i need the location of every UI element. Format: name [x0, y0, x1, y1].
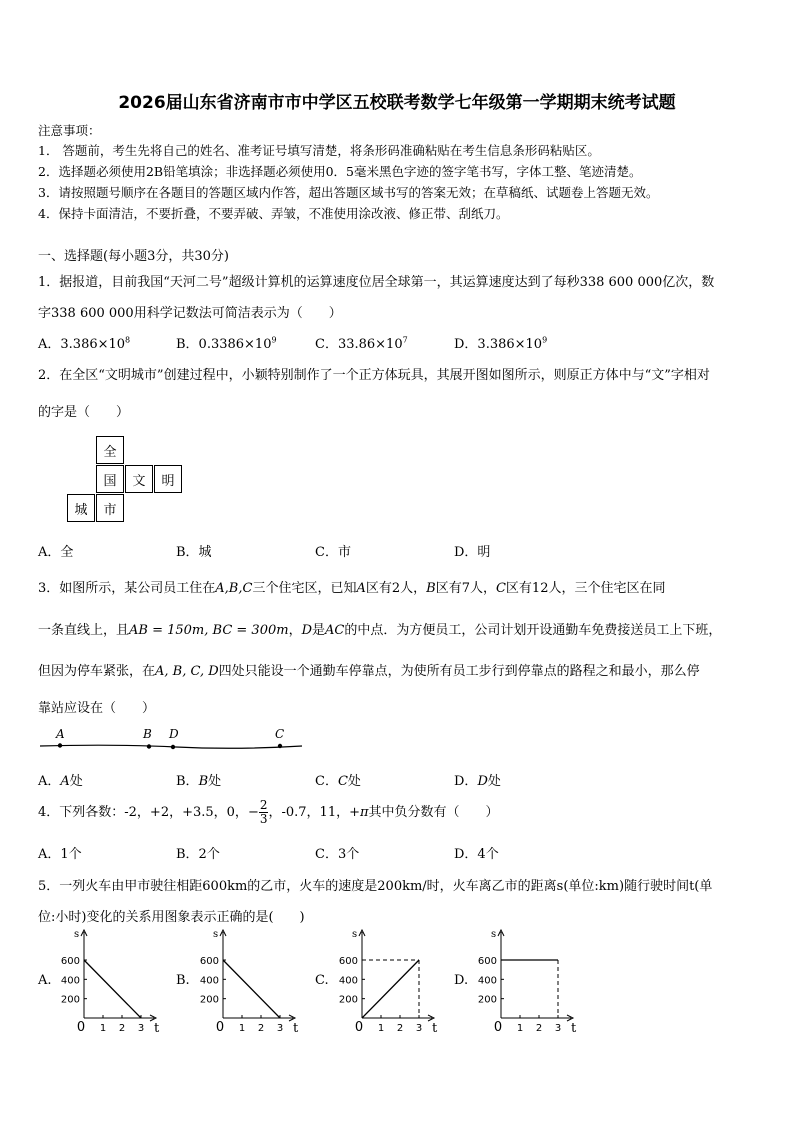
q5-text: 5．一列火车由甲市驶往相距600km的乙市，火车的速度是200km/时，火车离乙市的距离s(单位:km)随行驶时间t(单: [38, 879, 713, 894]
y-tick-label: 400: [199, 975, 219, 987]
q4-option-c: C．3个: [315, 847, 360, 862]
series-line: [362, 960, 419, 1018]
y-tick-label: 600: [199, 956, 219, 967]
q4-option-a: A．1个: [38, 847, 82, 862]
x-tick-label: 1: [99, 1023, 107, 1034]
y-tick-label: 200: [199, 994, 219, 1006]
cube-face: 文: [125, 465, 153, 493]
q5-text: 位:小时)变化的关系用图象表示正确的是( ): [38, 910, 305, 925]
q1-option-c: C．$33.86\times 10^7$: [315, 335, 408, 352]
notice-item: 1． 答题前，考生先将自己的姓名、准考证号填写清楚，将条形码准确粘贴在考生信息条形码粘贴区。: [38, 143, 600, 158]
y-axis-label: s: [352, 929, 358, 940]
x-tick-label: 3: [276, 1023, 284, 1034]
q4-option-d: D．4个: [454, 847, 499, 862]
q4-option-b: B．2个: [176, 847, 220, 862]
q3-text: 一条直线上，且AB = 150m, BC = 300m，D是AC的中点．为方便员工，公司计划开设通勤车免费接送员工上下班，: [38, 623, 722, 638]
x-tick-label: 1: [238, 1023, 246, 1034]
y-axis-label: s: [213, 929, 219, 940]
x-tick-label: 0: [215, 1020, 225, 1035]
cube-face: 明: [154, 465, 182, 493]
q3-text: 但因为停车紧张，在A, B, C, D四处只能设一个通勤车停靠点，为使所有员工步行到停靠点的路程之和最小，那么停: [38, 664, 700, 679]
point-label: C: [275, 727, 285, 741]
y-tick-label: 200: [338, 994, 358, 1006]
notice-item: 2．选择题必须使用2B铅笔填涂；非选择题必须使用0．5毫米黑色字迹的签字笔书写，字体工整、笔迹清楚。: [38, 164, 642, 179]
y-tick-label: 400: [477, 975, 497, 987]
y-tick-label: 200: [60, 994, 80, 1006]
cube-face: 全: [96, 436, 124, 464]
notice-item: 3．请按照题号顺序在各题目的答题区域内作答，超出答题区域书写的答案无效；在草稿纸、试题卷上答题无效。: [38, 185, 659, 200]
x-tick-label: 2: [535, 1023, 543, 1034]
y-axis-label: s: [491, 929, 497, 940]
x-tick-label: 0: [76, 1020, 86, 1035]
q3-option-c: C．C处: [315, 774, 361, 789]
x-axis-label: t: [432, 1021, 438, 1036]
point-d: [171, 745, 175, 749]
cube-net-figure: [66, 436, 186, 526]
q1-option-d: D．$3.386\times 10^9$: [454, 335, 548, 352]
q3-option-d: D．D处: [454, 774, 501, 789]
q2-text: 2．在全区“文明城市”创建过程中，小颖特别制作了一个正方体玩具，其展开图如图所示，则原正方体中与“文”字相对: [38, 368, 710, 383]
q2-option-a: A．全: [38, 545, 74, 560]
x-tick-label: 3: [415, 1023, 423, 1034]
cube-face: 市: [96, 494, 124, 522]
q1-option-a: A．$3.386\times 10^8$: [38, 335, 131, 352]
x-tick-label: 0: [354, 1020, 364, 1035]
x-tick-label: 1: [377, 1023, 385, 1034]
x-tick-label: 0: [493, 1020, 503, 1035]
x-tick-label: 3: [554, 1023, 562, 1034]
graph-b: [195, 926, 307, 1036]
point-b: [147, 744, 151, 748]
notice-heading: 注意事项：: [38, 123, 101, 138]
y-tick-label: 400: [338, 975, 358, 987]
y-tick-label: 600: [60, 956, 80, 967]
point-label: B: [143, 727, 152, 741]
q1-option-b: B．$0.3386\times 10^9$: [176, 335, 277, 352]
q3-text: 靠站应设在（ ）: [38, 701, 156, 716]
q5-option-d-label: D.: [454, 973, 469, 988]
x-tick-label: 2: [396, 1023, 404, 1034]
cube-face: 城: [67, 494, 95, 522]
series-line: [223, 960, 280, 1018]
q2-option-b: B．城: [176, 545, 212, 560]
x-axis-label: t: [154, 1021, 160, 1036]
series-line: [84, 960, 141, 1018]
y-axis-label: s: [74, 929, 80, 940]
graph-d: [473, 926, 585, 1036]
graph-c: [334, 926, 446, 1036]
x-axis-label: t: [293, 1021, 299, 1036]
q3-option-a: A．A处: [38, 774, 83, 789]
point-label: D: [169, 727, 179, 741]
q2-option-d: D．明: [454, 545, 491, 560]
section-heading: 一、选择题(每小题3分，共30分): [38, 249, 229, 264]
q3-option-b: B．B处: [176, 774, 222, 789]
q1-text: 1．据报道，目前我国“天河二号”超级计算机的运算速度位居全球第一，其运算速度达到了每秒338 600 000亿次，数: [38, 275, 715, 290]
q2-option-c: C．市: [315, 545, 351, 560]
y-tick-label: 600: [338, 956, 358, 967]
x-tick-label: 3: [137, 1023, 145, 1034]
x-tick-label: 2: [118, 1023, 126, 1034]
q5-option-c-label: C.: [315, 973, 329, 988]
fraction: $\frac{2}{3}$: [259, 798, 268, 826]
number-line-figure: [36, 724, 306, 756]
q3-text: 3．如图所示，某公司员工住在A,B,C三个住宅区，已知A区有2人，B区有7人，C区有12人，三个住宅区在同: [38, 581, 666, 596]
q5-option-b-label: B.: [176, 973, 190, 988]
y-tick-label: 400: [60, 975, 80, 987]
y-tick-label: 600: [477, 956, 497, 967]
y-tick-label: 200: [477, 994, 497, 1006]
point-a: [58, 743, 62, 747]
q2-text: 的字是（ ）: [38, 405, 130, 420]
graph-a: [56, 926, 168, 1036]
q4-text: 4．下列各数：-2，+2，+3.5，0，− $\frac{2}{3}$ ，-0.7，11，+π其中负分数有（ ）: [38, 798, 499, 826]
x-tick-label: 1: [516, 1023, 524, 1034]
point-label: A: [56, 727, 65, 741]
q1-text: 字338 600 000用科学记数法可简洁表示为（ ）: [38, 306, 342, 321]
cube-face: 国: [96, 465, 124, 493]
q5-option-a-label: A.: [38, 973, 52, 988]
point-c: [278, 744, 282, 748]
x-axis-label: t: [571, 1021, 577, 1036]
x-tick-label: 2: [257, 1023, 265, 1034]
page-title: 2026届山东省济南市市中学区五校联考数学七年级第一学期期末统考试题: [118, 93, 676, 113]
notice-item: 4．保持卡面清洁，不要折叠，不要弄破、弄皱，不准使用涂改液、修正带、刮纸刀。: [38, 206, 509, 221]
